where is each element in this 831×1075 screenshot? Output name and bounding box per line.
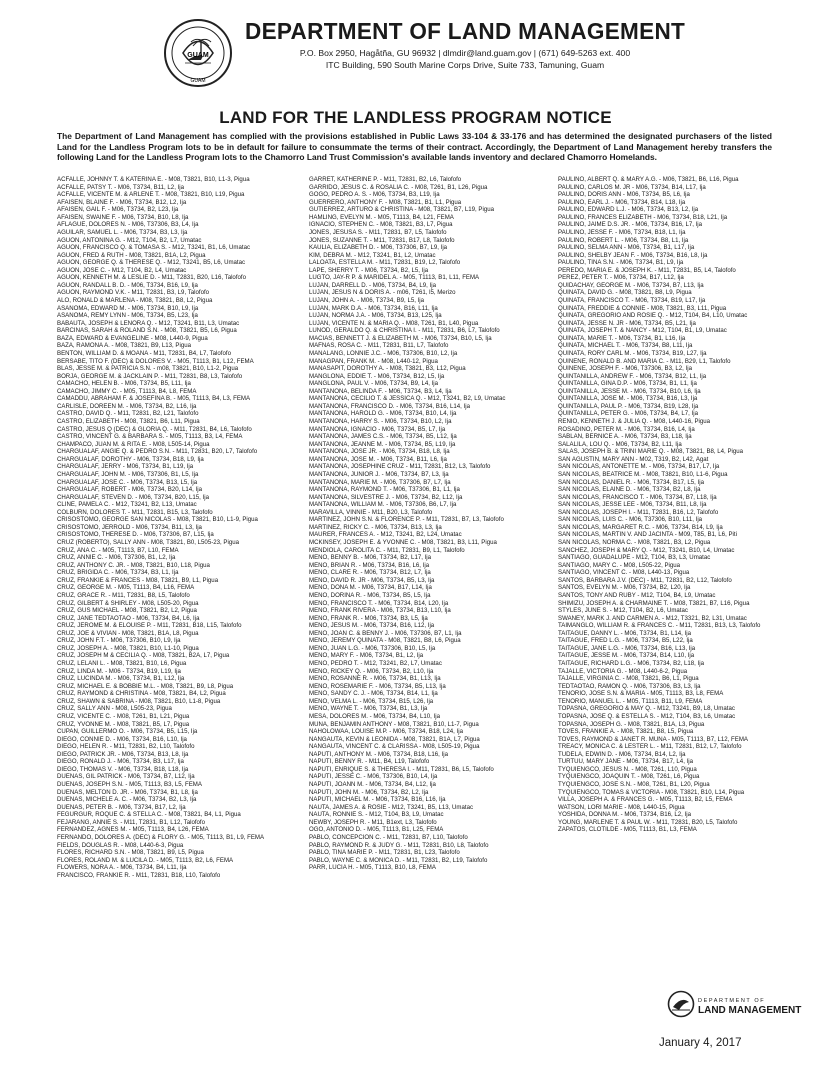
list-item: QUINTANILLA, PAUL P. - M06, T3734, B19, L28, Ija xyxy=(558,402,699,410)
list-item: SAN NICOLAS, LUIS C. - M06, T37306, B10, L11, Ija xyxy=(558,516,703,524)
list-item: CHARGUALAF, ROBERT - M06, T3734, B20, L14, Ija xyxy=(57,486,202,494)
list-item: DIEGO, CONNIE D. - M06, T3734, B16, L10, Ija xyxy=(57,735,187,743)
list-item: SANTOS, EVELYN M. - M06, T3734, B2, L20, Ija xyxy=(558,584,691,592)
list-item: NAHOLOWAA, LOUISE M.P. - M06, T3734, B18, L24, Ija xyxy=(309,728,463,736)
list-item: DIEGO, THOMAS V. - M06, T3734, B18, L18, Ija xyxy=(57,765,189,773)
list-item: PEREDO, MARIA E. & JOSEPH K. - M11, T2831, B5, L4, Talofofo xyxy=(558,266,736,274)
list-item: QUINTANILLA, JOSE M. - M06, T3734, B16, L3, Ija xyxy=(558,395,698,403)
list-item: MANGLONA, PAUL V. - M06, T3734, B9, L4, Ija xyxy=(309,380,439,388)
list-item: QUINATA, RORY CARL M. - M06, T3734, B19, L27, Ija xyxy=(558,349,707,357)
list-item: NAPUTI, MICHAEL M. - M06, T3734, B16, L16, Ija xyxy=(309,796,446,804)
list-item: CRUZ (ROBERTO), SALLY ANN - M08, T3821, B0, L505-23, Pigua xyxy=(57,539,239,546)
list-item: LALOATA, ESTELLA M. - M11, T2831, B19, L2, Talofofo xyxy=(309,259,461,267)
list-item: GUTIERREZ, ARTURO & CHRISTINA - M08, T3821, B7, L19, Pigua xyxy=(309,206,495,214)
list-item: AGUON, FRANCISCO Q. & TOMASA S. - M12, T3241, B1, L6, Umatac xyxy=(57,244,251,252)
list-item: JONES, JESUSA S. - M11, T2831, B7, L5, Talofofo xyxy=(309,228,447,236)
list-item: SANTIAGO, VINCENT C. - M08, L440-13, Pigua xyxy=(558,569,690,577)
list-item: MENO, MARY F. - M06, T3734, B1, L2, Ija xyxy=(309,652,424,660)
list-item: MENO, JOAN C. & BENNY J. - M06, T37306, B7, L1, Ija xyxy=(309,629,462,637)
list-item: TOPASNA, GREGORIO & MAY Q. - M12, T3241, B9, L8, Umatac xyxy=(558,705,735,713)
list-item: MENO, DAVID R. JR - M06, T3734, B5, L3, Ija xyxy=(309,576,435,584)
list-item: NANGAUTA, VINCENT C. & CLARISSA - M08, L505-19, Pigua xyxy=(309,743,480,751)
list-item: MACIAS, BENNETT J. & ELIZABETH M. - M06, T3734, B10, L5, Ija xyxy=(309,334,492,342)
list-item: NAPUTI, ENRIQUE S. & THERESA I. - M11, T2831, B6, L5, Talofofo xyxy=(309,765,494,773)
list-item: NAUTA, JAMES A. & ROSIE - M12, T3241, B5, L13, Umatac xyxy=(309,803,474,811)
list-item: SANTIAGO, GUADALUPE - M12, T104, B3, L3, Umatac xyxy=(558,554,711,562)
list-item: DIEGO, HELEN R. - M11, T2831, B2, L10, Talofofo xyxy=(57,743,195,751)
list-item: CRUZ, ANNIE C. - M06, T37306, B1, L2, Ija xyxy=(57,554,176,562)
list-item: DIEGO, PATRICK JR. - M06, T3734, B13, L8, Ija xyxy=(57,750,189,758)
list-item: PAULINO, TINA S.N. - M06, T3734, B1, L9, Ija xyxy=(558,259,684,267)
list-item: QUINATA, MICHAEL T. - M06, T3734, B8, L11, Ija xyxy=(558,342,693,350)
list-item: AGUON, RAYMOND V.K. - M11, T2831, B3, L9, Talofofo xyxy=(57,289,210,297)
list-item: NAPUTI, BENNY R. - M11, B4, L19, Talofofo xyxy=(309,758,430,766)
list-item: MENO, PEDRO T. - M12, T3241, B2, L7, Umatac xyxy=(309,660,442,667)
list-item: PAULINO, CARLOS M. JR - M06, T3734, B14, L17, Ija xyxy=(558,183,706,191)
list-item: FLORES, ROLAND M. & LUCILA D. - M05, T1113, B2, L6, FEMA xyxy=(57,856,234,864)
list-item: GARRET, KATHERINE P. - M11, T2831, B2, L6, Talofofo xyxy=(309,176,462,183)
list-item: CRUZ, JOE & VIVIAN - M08, T3821, B1A, L8, Pigua xyxy=(57,629,199,637)
list-item: MANTANONA, JOSEPHINE CRUZ - M11, T2831, B12, L3, Talofofo xyxy=(309,463,491,471)
list-item: NANGAUTA, KEVIN & LEONIDA - M08, T3821, B1A, L7, Pigua xyxy=(309,735,480,743)
list-item: CRISOSTOMO, JERROLD - M06, T3734, B11, L3, Ija xyxy=(57,523,202,531)
dlm-footer-logo xyxy=(667,990,802,1024)
list-item: CRUZ, JEROME M. & ELOUISE P. - M11, T2831, B18, L15, Talofofo xyxy=(57,622,242,630)
list-item: NEWBY, JOSEPH R. - M11, B1ext, L3, Talofofo xyxy=(309,818,437,826)
list-item: LUNOD, GERALDO Q. & CHRISTINA I. - M11, T2831, B6, L7, Talofofo xyxy=(309,327,500,335)
list-item: CUPAN, GUILLERMO O. - M06, T3734, B5, L15, Ija xyxy=(57,728,198,736)
list-item: MARTINEZ, JOHN S.N. & FLORENCE P. - M11, T2831, B7, L3, Talofofo xyxy=(309,516,504,524)
list-item: MANTANONA, JOSE M. - M06, T3734, B11, L6, Ija xyxy=(309,455,447,463)
list-item: TOVES, FRANKIE A. - M08, T3821, B8, L5, Pigua xyxy=(558,728,694,736)
list-item: CASTRO, DAVID Q. - M11, T2831, B2, L21, Talofofo xyxy=(57,410,199,418)
list-item: FEJARANG, ANNIE S. - M11, T2831, B1, L12, Talofofo xyxy=(57,818,206,826)
list-item: CRUZ, JOHN F.T. - M06, T37306, B10, L9, Ija xyxy=(57,637,181,645)
list-item: SANCHEZ, JOSEPH & MARY Q. - M12, T3241, B10, L4, Umatac xyxy=(558,546,735,554)
list-item: CLINE, PAMELA C. - M12, T3241, B2, L13, Umatac xyxy=(57,501,197,509)
list-item: SANTIAGO, MARY C. - M08, L505-22, Pigua xyxy=(558,561,681,569)
logo-small-text: DEPARTMENT OF xyxy=(698,998,766,1004)
list-item: CRUZ, BRIGIDA C. - M06, T3734, B3, L1, Ija xyxy=(57,569,179,577)
list-item: CRUZ, GEORGE M. - M05, T1113, B4, L16, FEMA xyxy=(57,584,195,592)
list-item: PAULINO, ALBERT Q. & MARY A.G. - M06, T3821, B6, L16, Pigua xyxy=(558,176,739,183)
list-item: KAULIA, ELIZABETH D. - M06, T37306, B7, L9, Ija xyxy=(309,244,448,252)
list-item: CRUZ, GUS MICHAEL - M08, T3821, B2, L2, Pigua xyxy=(57,607,197,615)
list-item: DIEGO, RONALD J. - M06, T3734, B3, L17, Ija xyxy=(57,758,184,766)
list-item: CRUZ, GRACE R. - M11, T2831, B8, L5, Talofofo xyxy=(57,591,190,599)
list-item: CRUZ, LUCINDA M. - M06, T3734, B1, L12, Ija xyxy=(57,675,185,683)
list-item: FRANCISCO, FRANKIE R. - M11, T2831, B18, L10, Talofofo xyxy=(57,871,221,879)
list-item: CHARGUALAF, STEVEN D. - M06, T3734, B20, L15, Ija xyxy=(57,493,209,501)
list-item: CRUZ, YVONNE M. - M08, T3821, B5, L7, Pigua xyxy=(57,720,190,728)
list-item: TURTUU, MARY JANE - M06, T3734, B17, L4, Ija xyxy=(558,758,694,766)
list-item: BABAUTA, JOSEPH & LENORA Q. - M12, T3241, B11, L3, Umatac xyxy=(57,319,240,327)
list-item: CRUZ, LINDA M. - M06 - T3734, B19, L19, Ija xyxy=(57,667,181,675)
list-item: PAULINO, FRANCES ELIZABETH - M06, T3734, B18, L21, Ija xyxy=(558,213,728,221)
logo-big-text: LAND MANAGEMENT xyxy=(698,1005,802,1016)
list-item: CASTRO, ELIZABETH - M08, T3821, B6, L11, Pigua xyxy=(57,418,200,425)
list-item: CRUZ, ANTHONY C. JR. - M08, T3821, B10, L18, Pigua xyxy=(57,561,210,569)
seal-ring-text: GUAM xyxy=(190,78,206,84)
list-item: MANTANONA, JEANNE M. - M06, T3734, B5, L19, Ija xyxy=(309,440,456,448)
list-item: TAJALLE, VICTORIA G. - M08, L440-6-2, Pigua xyxy=(558,667,688,675)
list-item: CHARGUALAF, JOHN M. - M06, T37306, B1, L5, Ija xyxy=(57,470,199,478)
list-item: FERNANDO, DOLORES A. (DEC) & FLORY G. - M05, T1113, B1, L9, FEMA xyxy=(57,833,265,841)
list-item: ACFALLE, JOHNNY T. & KATERINA E. - M08, T3821, B10, L1-3, Pigua xyxy=(57,176,250,183)
list-item: SAN AGUSTIN, MARY ANN - M02, T319, B2, L42, Agat xyxy=(558,455,709,463)
list-item: AGUON, GEORGE Q. & THERESE Q. - M12, T3241, B5, L6, Umatac xyxy=(57,259,246,267)
list-item: TENORIO, MANUEL L. - M05, T1113, B11, L9, FEMA xyxy=(558,697,703,705)
list-item: SWANEY, MARK J. AND CARMEN A. - M12, T3321, B2, L31, Umatac xyxy=(558,614,747,622)
list-item: YOUNG, MARLENE T. & PAUL W. - M11, T2831, B20, L5, Talofofo xyxy=(558,818,738,826)
list-item: QUINATA, JESSE N. JR - M06, T3734, B5, L21, Ija xyxy=(558,319,696,327)
list-item: CRUZ, RAYMOND & CHRISTINA - M08, T3821, B4, L2, Pigua xyxy=(57,690,226,698)
list-item: JONES, SUZANNE T. - M11, T2831, B17, L8, Talofofo xyxy=(309,236,455,244)
list-item: CASTRO, JESUS Q (DEC) & GLORIA Q. - M11, T2831, B4, L6, Talofofo xyxy=(57,425,252,433)
list-item: MENO, VELMA L. - M06, T3734, B15, L26, Ija xyxy=(309,697,434,705)
list-item: SAN NICOLAS, DANIEL R. - M06, T3734, B17, L5, Ija xyxy=(558,478,704,486)
list-item: QUINATA, JOSEPH T. & NANCY - M12, T104, B1, L9, Umatac xyxy=(558,327,727,335)
list-item: PAULINO, SELMA ANN - M06, T3734, B1, L17, Ija xyxy=(558,244,695,252)
list-item: AGUON, KENNETH M. & LESLIE D. - M11, T2831, B20, L16, Talofofo xyxy=(57,274,246,282)
list-item: TREACY, MONICA C. & LESTER L. - M11, T2831, B12, L7, Talofofo xyxy=(558,743,742,751)
list-item: CHARGUALAF, DOROTHY - M06, T3734, B18, L9, Ija xyxy=(57,455,204,463)
list-item: MANTANONA, HARRY S. - M06, T3734, B10, L2, Ija xyxy=(309,418,452,425)
list-item: BERSABE, TITO F. (DEC) & DOLORES V. - M05, T1113, B1, L12, FEMA xyxy=(57,357,254,365)
list-item: BENTON, WILLIAM D. & MOANA - M11, T2831, B4, L7, Talofofo xyxy=(57,349,231,357)
list-item: MANTANONA, JOSE JR. - M06, T3734, B18, L8, Ija xyxy=(309,448,450,456)
list-item: PAULINO, DORIS ANN - M06, T3734, B5, L6, Ija xyxy=(558,191,690,199)
list-item: SHIMIZU, JOSEPH A. & CHARMAINE T. - M08, T3821, B7, L16, Pigua xyxy=(558,599,750,607)
list-item: MANASAPIT, DOROTHY A. - M08, T3821, B3, L12, Pigua xyxy=(309,365,466,373)
list-item: MANTANONA, JAMES C.S. - M06, T3734, B5, L12, Ija xyxy=(309,433,457,441)
list-item: QUINTANILLA, JESSE M. - M06, T3734, B10, L6, Ija xyxy=(558,387,701,395)
list-item: MARAVILLA, VINNIE - M11, B20, L3, Talofofo xyxy=(309,508,433,516)
list-item: TAITAGUE, JESSE M. - M06, T3734, B14, L10, Ija xyxy=(558,652,695,660)
list-item: PARR, LUCIA H. - M05, T1113, B10, L8, FEMA xyxy=(309,864,436,872)
list-item: PAULINO, ROBERT L. - M06, T3734, B8, L1, Ija xyxy=(558,236,689,244)
list-item: MENDIOLA, CAROLITA C. - M11, T2831, B9, L1, Talofofo xyxy=(309,546,465,554)
list-item: AGUON, ANTONINA G. - M12, T104, B2, L7, Umatac xyxy=(57,236,202,244)
list-item: BARCINAS, SARAH & ROLAND S.N. - M08, T3821, B5, L6, Pigua xyxy=(57,327,237,335)
list-item: SAN NICOLAS, MARGARET R.C. - M06, T3734, B14, L9, Ija xyxy=(558,523,723,531)
list-item: NAPUTI, JOANN M. - M06, T3734, B4, L12, Ija xyxy=(309,781,436,788)
list-item: CRUZ, JANE TEDTAOTAO - M06, T3734, B4, L6, Ija xyxy=(57,614,200,622)
list-item: ALO, RONALD & MARLENA - M08, T3821, B8, L2, Pigua xyxy=(57,297,213,304)
list-item: CRUZ, SHAWN & SABRINA - M08, T3821, B10, L1-8, Pigua xyxy=(57,697,221,705)
list-item: QUINTANILLA, PETER G. - M06, T3734, B4, L7, Ija xyxy=(558,410,698,418)
list-item: NAUTA, RONNIE S. - M12, T104, B3, L9, Umatac xyxy=(309,811,444,819)
list-item: QUINATA, GREGORIO AND ROSIE Q. - M12, T104, B4, L10, Umatac xyxy=(558,312,748,320)
list-item: MANTANONA, FRANCISCO D. - M06, T3734, B16, L14, Ija xyxy=(309,402,470,410)
list-item: SABLAN, BERNICE A. - M06, T3734, B3, L18, Ija xyxy=(558,433,692,441)
contact-block xyxy=(245,47,685,71)
department-title: DEPARTMENT OF LAND MANAGEMENT xyxy=(245,18,686,44)
list-item: PABLO, CONCEPCION C. - M11, T2831, B7, L10, Talofofo xyxy=(309,833,468,841)
list-item: LAPE, SHERRY T. - M06, T3734, B2, L5, Ija xyxy=(309,266,429,274)
list-item: MANGLONA, EDDIE T. - M06, T3734, B12, L5, Ija xyxy=(309,372,445,380)
list-item: MANTANONA, IGNACIO - M06, T3734, B5, L7, Ija xyxy=(309,425,446,433)
list-item: LUGTO, JAY-R P. & MARIDEL A. - M05, T1113, B1, L11, FEMA xyxy=(309,274,480,282)
list-item: VILLA, JOSEPH A. & FRANCES G. - M05, T1113, B2, L5, FEMA xyxy=(558,796,733,804)
list-item: MESA, DOLORES M. - M06, T3734, B4, L10, Ija xyxy=(309,712,440,720)
list-item: TAITAGUE, FRED L.G. - M06, T3734, B5, L22, Ija xyxy=(558,637,693,645)
location-line: ITC Building, 590 South Marine Corps Drive, Suite 733, Tamuning, Guam xyxy=(325,60,605,70)
list-item: CRUZ, VICENTE C. - M08, T261, B1, L21, Pigua xyxy=(57,712,190,720)
list-item: SAN NICOLAS, JESSE LEE - M06, T3734, B11, L8, Ija xyxy=(558,501,707,509)
list-item: SAN NICOLAS, FRANCISCO T. - M06, T3734, B7, L18, Ija xyxy=(558,493,717,501)
list-item: TYQUIENGCO, JESUS N. - M08, T261, L10, Pigua xyxy=(558,765,697,773)
list-item: CRUZ, JOSEPH A. - M08, T3821, B10, L1-10, Pigua xyxy=(57,644,199,652)
list-item: MUNA, BENJAMIN ANTHONY - M08, T3821, B10, L1-7, Pigua xyxy=(309,720,479,728)
list-item: MENO, DONA M. - M06, T3734, B17, L14, Ija xyxy=(309,584,432,592)
list-item: NAPUTI, JESSE C. - M06, T37306, B10, L4, Ija xyxy=(309,773,438,781)
list-item: LUJAN, MARK D.A. - M06, T3734, B16, L11, Ija xyxy=(309,304,438,312)
list-item: ACFALLE, VICENTE M. & ARLENE T. - M08, T3821, B10, L19, Pigua xyxy=(57,191,245,199)
list-item: CHAMPACO, JUAN M. & RITA E. - M08, L505-14, Pigua xyxy=(57,440,210,448)
listing-column-1 xyxy=(57,176,282,1056)
list-item: PEREZ, PETER T. - M06, T3734, B17, L12, Ija xyxy=(558,274,684,282)
list-item: MENO, WAYNE T. - M06, T3734, B1, L3, Ija xyxy=(309,705,428,713)
list-item: MCKINSEY, JOSEPH E. & YVONNE C. - M08, T3821, B3, L11, Pigua xyxy=(309,539,497,546)
list-item: QUINATA, FREDDIE & CONNIE - M08, T3821, B3, L11, Pigua xyxy=(558,304,727,312)
list-item: HAMLING, EVELYN M. - M05, T1113, B4, L21, FEMA xyxy=(309,213,454,221)
list-item: FERNANDEZ, AGNES M. - M05, T1113, B4, L26, FEMA xyxy=(57,826,209,834)
list-item: MENO, FRANCISCO T. - M06, T3734, B14, L20, Ija xyxy=(309,599,449,607)
list-item: CRUZ, SALLY ANN - M08, L505-23, Pigua xyxy=(57,705,172,713)
list-item: AFAISEN, GAIL F. - M06, T3734, B2, L23, Ija xyxy=(57,206,179,214)
list-item: NAPUTI, JOHN M. - M06, T3734, B2, L2, Ija xyxy=(309,788,429,796)
list-item: MENO, BRIAN R. - M06, T3734, B16, L6, Ija xyxy=(309,561,430,569)
list-item: CHARGUALAF, JOSE C. - M06, T3734, B13, L5, Ija xyxy=(57,478,198,486)
list-item: QUINTANILLA, ANDREW F. - M06, T3734, B12, L1, Ija xyxy=(558,372,707,380)
list-item: PAULINO, JESSE F. - M06, T3734, B18, L1, Ija xyxy=(558,228,686,236)
list-item: DUENAS, PETER B. - M06, T3734, B17, L2, Ija xyxy=(57,803,186,811)
list-item: PAULINO, EDWARD L.J. - M06, T3734, B13, L2, Ija xyxy=(558,206,699,214)
list-item: DUENAS, GIL PATRICK - M06, T3734, B7, L12, Ija xyxy=(57,773,195,781)
list-item: RENIO, KENNETH J. & JULIA Q. - M08, L440-16, Pigua xyxy=(558,418,711,425)
list-item: MANTANONA, WILLIAM M. - M06, T37306, B6, L7, Ija xyxy=(309,501,457,509)
list-item: TOPASNA, JOSEPH G. - M08, T3821, B1A, L3, Pigua xyxy=(558,720,705,728)
list-item: FLOWERS, NORA A. - M06, T3734, B4, L11, Ija xyxy=(57,864,187,872)
list-item: CASTRO, VINCENT G. & BARBARA S. - M05, T1113, B3, L4, FEMA xyxy=(57,433,243,441)
list-item: MANTANONA, JUNIOR J. - M06, T3734, B7, L3, Ija xyxy=(309,470,449,478)
list-item: BAZA, RAMONA A. - M08, T3821, B9, L13, Pigua xyxy=(57,342,192,350)
list-item: SALALILA, LOU Q. - M06, T3734, B2, L11, Ija xyxy=(558,440,682,448)
list-item: MENO, SANDY C. J. - M06, T3734, B14, L1, Ija xyxy=(309,690,438,698)
list-item: KIM, DEBRA M. - M12, T3241, B1, L2, Umatac xyxy=(309,251,436,259)
list-item: TYQUIENGCO, JOAQUIN T. - M08, T261, L6, Pigua xyxy=(558,773,700,781)
list-item: TAJALLE, VIRGINIA C. - M08, T3821, B6, L1, Pigua xyxy=(558,675,699,683)
list-item: MENO, JESUS M. - M06, T3734, B16, L12, Ija xyxy=(309,622,435,630)
list-item: MENO, FRANK RIVERA - M06, T3734, B13, L10, Ija xyxy=(309,607,451,615)
list-item: ZAPATOS, CLOTILDE - M05, T1113, B1, L3, FEMA xyxy=(558,826,697,834)
notice-title: LAND FOR THE LANDLESS PROGRAM NOTICE xyxy=(219,108,612,127)
list-item: AGUON, RANDALL B. D. - M06, T3734, B16, L9, Ija xyxy=(57,281,198,289)
list-item: SANTOS, BARBARA J.V. (DEC) - M11, T2831, B2, L12, Talofofo xyxy=(558,576,732,584)
list-item: MANTANONA, MARIE M. - M06, T37306, B7, L7, Ija xyxy=(309,478,451,486)
list-item: CHARGUALAF, JERRY - M06, T3734, B1, L19, Ija xyxy=(57,463,194,471)
address-line: P.O. Box 2950, Hagåtña, GU 96932 | dlmdir@land.guam.gov | (671) 649-5263 ext. 400 xyxy=(299,48,631,58)
list-item: PABLO, TINA MARIE P. - M11, T2831, B1, L23, Talofofo xyxy=(309,849,460,857)
guam-seal-icon xyxy=(163,18,233,88)
list-item: YOSHIDA, DONNA M. - M06, T3734, B16, L2, Ija xyxy=(558,811,691,819)
list-item: CARLISLE, DOREEN M. - M06, T3734, B2, L16, Ija xyxy=(57,402,197,410)
list-item: CHARGUALAF, ANGIE Q. & PEDRO S.N. - M11, T2831, B20, L7, Talofofo xyxy=(57,448,258,456)
list-item: GUERRERO, ANTHONY F. - M08, T3821, B1, L1, Pigua xyxy=(309,198,462,206)
list-item: QUINATA, DAVID G. - M08, T3821, B8, L9, Pigua xyxy=(558,289,692,297)
list-item: CRUZ, LELANI L. - M08, T3821, B10, L6, Pigua xyxy=(57,660,187,667)
list-item: MENO, RICKEY Q. - M06, T3734, B2, L10, Ija xyxy=(309,667,434,675)
list-item: TENORIO, JOSE S.N. & MARIA - M05, T1113, B3, L8, FEMA xyxy=(558,690,724,698)
list-item: CRUZ, ANA C. - M05, T1113, B7, L10, FEMA xyxy=(57,546,179,554)
list-item: QUIDACHAY, GEORGE M. - M06, T3734, B7, L13, Ija xyxy=(558,281,704,289)
list-item: MENO, JEREMY QUINATA - M08, T3821, B8, L6, Pigua xyxy=(309,637,461,645)
list-item: TAITAGUE, RICHARD L.G. - M06, T3734, B2, L18, Ija xyxy=(558,660,704,667)
list-item: PAULINO, EARL J. - M06, T3734, B14, L18, Ija xyxy=(558,198,686,206)
list-item: CRUZ, FRANKIE & FRANCES - M08, T3821, B9, L1, Pigua xyxy=(57,576,219,584)
list-item: MENO, DORINA R. - M06, T3734, B5, L5, Ija xyxy=(309,591,431,599)
list-item: SAN NICOLAS, NORMA C. - M08, T3821, B3, L2, Pigua xyxy=(558,539,711,546)
list-item: AFAISEN, BLAINE F. - M06, T3734, B12, L2, Ija xyxy=(57,198,187,206)
list-item: FEGURGUR, ROQUE C. & STELLA C. - M08, T3821, B4, L1, Pigua xyxy=(57,811,241,819)
list-item: CRUZ, JOSEPH M & CECILIA Q. - M08, T3821, B2A, L7, Pigua xyxy=(57,652,230,660)
list-item: ROSADINO, PETER M. - M06, T3734, B16, L4, Ija xyxy=(558,425,695,433)
list-item: CAMADDU, ABRAHAM F. & JOSEFINA B. - M05, T1113, B4, L3, FEMA xyxy=(57,395,251,403)
list-item: TEDTAOTAO, RAMON Q. - M06, T37306, B3, L3, Ija xyxy=(558,682,701,690)
notice-date: January 4, 2017 xyxy=(659,1037,742,1049)
list-item: SAN NICOLAS, MARTIN V. AND JACINTA - M09, T85, B1, L6, Piti xyxy=(558,531,737,539)
list-item: TAITAGUE, JANE L.G. - M06, T3734, B16, L13, Ija xyxy=(558,644,696,652)
list-item: MAURER, FRANCES A. - M12, T3241, B2, L24, Umatac xyxy=(309,531,462,539)
list-item: MENO, ROSANNE R. - M06, T3734, B1, L13, Ija xyxy=(309,675,441,683)
list-item: OGO, ANTONIO D. - M05, T1113, B1, L25, FEMA xyxy=(309,826,444,834)
list-item: ASANOMA, REMY LYNN - M06, T3734, B5, L23, Ija xyxy=(57,312,198,320)
list-item: MANTANONA, HAROLD G. - M06, T3734, B10, L4, Ija xyxy=(309,410,457,418)
list-item: WATSON, LORI MARIE - M08, L440-15, Pigua xyxy=(558,803,685,811)
list-item: QUINATA, FRANCISCO T. - M06, T3734, B19, L17, Ija xyxy=(558,297,706,304)
list-item: MENO, CLARE R. - M06, T3734, B12, L7, Ija xyxy=(309,569,431,577)
list-item: CAMACHO, JIMMY C. - M05, T1113, B4, L8, FEMA xyxy=(57,387,197,395)
list-item: PAULINO, JAIME D.S. JR. - M06, T3734, B16, L7, Ija xyxy=(558,221,703,229)
list-item: LUJAN, DARRELL D. - M06, T3734, B4, L9, Ija xyxy=(309,281,437,289)
list-item: CRISOSTOMO, THERESE D. - M06, T37306, B7, L15, Ija xyxy=(57,531,214,539)
list-item: ASANOMA, EDWARD M. - M06, T3734, B10, L9, Ija xyxy=(57,304,199,312)
list-item: GOGO, PEDRO A. S. - M06, T3734, B3, L19, Ija xyxy=(309,191,440,199)
list-item: AFLAGUE, DOLORES N. - M06, T37306, B3, L4, Ija xyxy=(57,221,199,229)
list-item: MAFNAS, ROSA C. - M11, T2831, B11, L7, Talofofo xyxy=(309,342,449,350)
list-item: TAITAGUE, DANNY L. - M06, T3734, B1, L14, Ija xyxy=(558,629,691,637)
list-item: QUINENE, JOSEPH F. - M06, T37306, B3, L2, Ija xyxy=(558,365,693,373)
list-item: FLORES, RICHARD S.N. - M08, T3821, B9, L5, Pigua xyxy=(57,849,204,857)
list-item: NAPUTI, ANTHONY M. - M06, T3734, B18, L16, Ija xyxy=(309,750,448,758)
list-item: TOVES, RAYMOND & JANET R. MUNA - M05, T1113, B7, L12, FEMA xyxy=(558,735,748,743)
list-item: CRISOSTOMO, GEORGE SAN NICOLAS - M08, T3821, B10, L1-9, Pigua xyxy=(57,516,258,524)
list-item: SAN NICOLAS, BEATRICE M. - M08, T3821, B10, L1-6, Pigua xyxy=(558,470,728,478)
list-item: IGNACIO, STEPHEN C. - M08, T3821, B3, L7, Pigua xyxy=(309,221,453,229)
list-item: ACFALLE, PATSY T. - M06, T3734, B11, L2, Ija xyxy=(57,183,185,191)
list-item: AGUON, JOSE C. - M12, T104, B2, L4, Umatac xyxy=(57,266,187,274)
notice-intro: The Department of Land Management has complied with the provisions established in Public Laws 33-104 & 33-176 and has determined the designated purchasers of the listed Land for the Landless Program lots to be in default for failure to consummate the terms of their contract. Accordingly, the Department of Land Management hereby transfers the following Land for the Landless Program lots to the Chamorro Land Trust Commission's available lands inventory and declared Chamorro Homelands. xyxy=(57,131,772,163)
list-item: SAN NICOLAS, ELAINE D. - M06, T3734, B2, L8, Ija xyxy=(558,486,701,494)
list-item: AGUILAR, SAMUEL L. - M06, T3734, B3, L3, Ija xyxy=(57,228,188,236)
list-item: AFAISEN, SWAINE F. - M06, T3734, B10, L8, Ija xyxy=(57,213,189,221)
listing-column-3 xyxy=(558,176,783,1056)
list-item: PABLO, RAYMOND R. & JUDY G. - M11, T2831, B10, L8, Talofofo xyxy=(309,841,489,849)
list-item: COLBURN, DOLORES T. - M11, T2831, B15, L3, Talofofo xyxy=(57,508,213,516)
list-item: QUINENE, RONALD B. AND MARIA C. - M11, B29, L1, Talofofo xyxy=(558,357,731,365)
list-item: BAZA, EDWARD & EVANGELINE - M08, L440-9, Pigua xyxy=(57,334,208,342)
list-item: MENO, ROSEMARIE F. - M06, T3734, B5, L13, Ija xyxy=(309,682,446,690)
list-item: PABLO, WAYNE C. & MONICA D. - M11, T2831, B2, L19, Talofofo xyxy=(309,856,488,864)
list-item: TOPASNA, JOSE Q. & ESTELLA S. - M12, T104, B3, L6, Umatac xyxy=(558,712,736,720)
list-item: FIELDS, DOUGLAS R. - M08, L440-6-3, Pigua xyxy=(57,841,184,849)
list-item: TYQUIENGCO, TOMAS & VICTORIA - M08, T3821, B10, L14, Pigua xyxy=(558,788,745,796)
listing-column-2 xyxy=(309,176,534,1056)
list-item: MENO, JUAN L.G. - M06, T37306, B10, L5, Ija xyxy=(309,644,436,652)
dlm-logo-icon xyxy=(667,990,695,1018)
list-item: MENO, BENNY B. - M06, T3734, B2, L17, Ija xyxy=(309,554,432,562)
list-item: MANTANONA, RAYMOND T. - M06, T37306, B1, L1, Ija xyxy=(309,486,460,494)
list-item: LUJAN, JESUS N & DORIS A. - m06, T261, l5, Merizo xyxy=(309,289,456,297)
list-item: PAULINO, SHELBY JEAN F. - M06, T3734, B16, L8, Ija xyxy=(558,251,708,259)
list-item: SANTOS, TONY AND RUBY - M12, T104, B4, L9, Umatac xyxy=(558,591,716,599)
list-item: AGUON, FRED & RUTH - M08, T3821, B1A, L2, Pigua xyxy=(57,251,206,259)
list-item: BLAS, JESSE M. & PATRICIA S.N. - m08, T3821, B10, L1-2, Pigua xyxy=(57,365,239,373)
list-item: LUJAN, NORMA J.A. - M06, T3734, B13, L25, Ija xyxy=(309,312,442,320)
list-item: TUDELA, EDWIN D. - M06, T3734, B14, L2, Ija xyxy=(558,750,686,758)
list-item: QUINATA, MARIE T. - M06, T3734, B1, L16, Ija xyxy=(558,334,686,342)
list-item: LUJAN, VICENTE N. & MARIA Q. - M08, T261, B1, L40, Pigua xyxy=(309,319,479,327)
list-item: TAIMANGLO, WILLIAM R. & FRANCES C. - M11, T2831, B13, L3, Talofofo xyxy=(558,622,761,630)
list-item: SAN NICOLAS, JOSEPH I. - M11, T2831, B16, L2, Talofofo xyxy=(558,508,719,516)
list-item: LUJAN, JOHN A. - M06, T3734, B9, L5, Ija xyxy=(309,297,425,304)
list-item: MARTINEZ, RICKY C. - M06, T3734, B13, L3, Ija xyxy=(309,523,442,531)
list-item: MANTANONA, BELINDA F. - M06, T3734, B3, L4, Ija xyxy=(309,387,452,395)
list-item: GARRIDO, JESUS C. & ROSALIA C. - M08, T261, B1, L26, Pigua xyxy=(309,183,488,191)
list-item: CAMACHO, HELEN B. - M06, T3734, B5, L11, Ija xyxy=(57,380,191,388)
list-item: DUENAS, MELTON D. JR. - M06, T3734, B1, L8, Ija xyxy=(57,788,198,796)
list-item: MANTANONA, CECILIO T. & JESSICA Q. - M12, T3241, B2, L9, Umatac xyxy=(309,395,506,403)
list-item: STYLES, JUNE S. - M12, T104, B2, L6, Umatac xyxy=(558,607,688,615)
list-item: CRUZ, GILBERT & SHIRLEY - M08, L505-20, Pigua xyxy=(57,599,199,607)
seal-text: GUAM xyxy=(187,52,209,59)
list-item: DUENAS, MICHELE A. C. - M06, T3734, B2, L3, Ija xyxy=(57,796,197,804)
list-item: SALAS, JOSEPH B. & TRINI MARIE Q. - M08, T3821, B8, L4, Pigua xyxy=(558,448,744,456)
list-item: BORJA, GEORGE M. & JACKLAIN P. - M11, T2831, B8, L3, Talofofo xyxy=(57,372,243,380)
list-item: SAN NICOLAS, ANTONETTE M. - M06, T3734, B17, L7, Ija xyxy=(558,463,720,471)
list-item: MANTANONA, SILVESTRE J. - M06, T3734, B2, L12, Ija xyxy=(309,493,463,501)
list-item: QUINTANILLA, GINA D.P. - M06, T3734, B1, L1, Ija xyxy=(558,380,697,388)
list-item: MANAGPAN, FRANK M. - M08, L440-12, Pigua xyxy=(309,357,438,365)
list-item: TYQUIENGCO, JOSE S.N. - M08, T261, B1, L20, Pigua xyxy=(558,781,710,788)
list-item: MANALANG, LONNIE J.C. - M06, T37306, B10, L2, Ija xyxy=(309,349,458,357)
list-item: MENO, FRANK R. - M06, T3734, B3, L5, Ija xyxy=(309,614,428,622)
list-item: CRUZ, MICHAEL E. & BOBBIE M.L. - M08, T3821, B9, L8, Pigua xyxy=(57,682,234,690)
list-item: DUENAS, JOSEPH S.N. - M05, T1113, B3, L5, FEMA xyxy=(57,781,202,788)
